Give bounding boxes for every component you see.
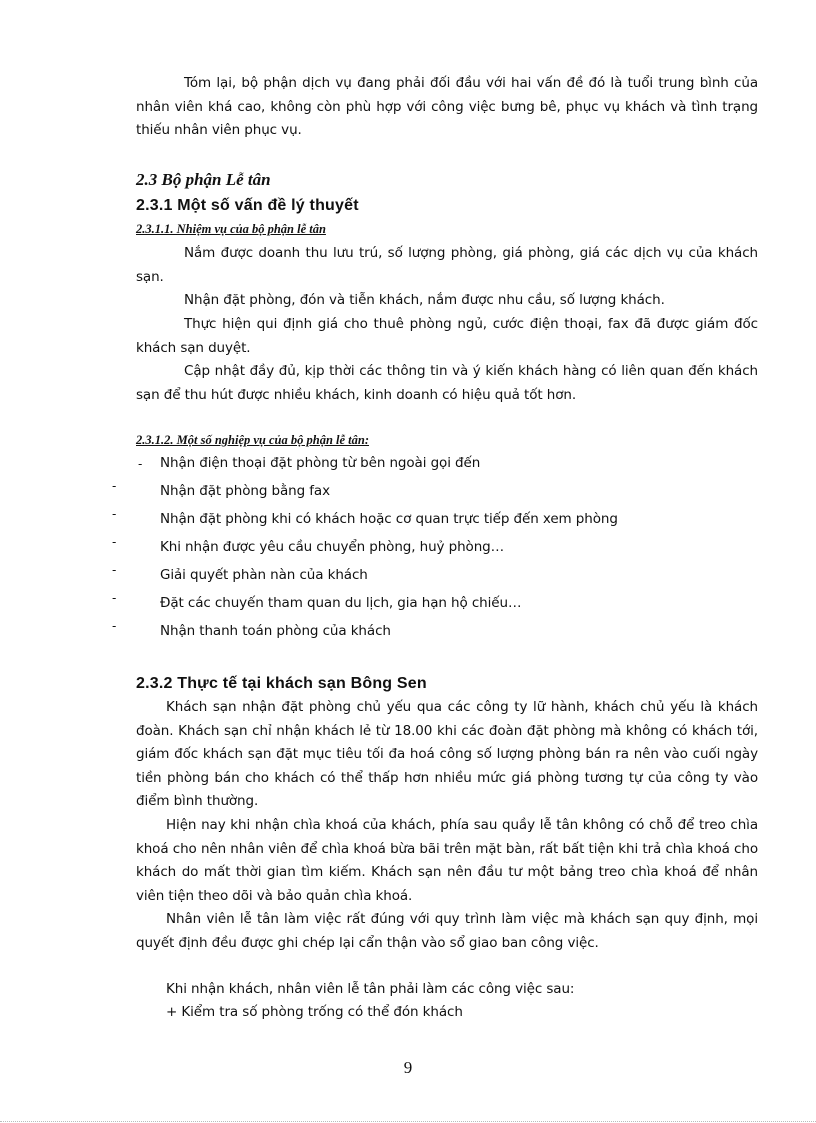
task-text: Khi nhận được yêu cầu chuyển phòng, huỷ phòng…	[160, 539, 505, 555]
task-list-item	[0, 455, 816, 479]
bullet-dash: -	[138, 457, 143, 471]
bullet-dash: -	[112, 507, 117, 521]
task-text: Giải quyết phàn nàn của khách	[160, 567, 368, 583]
subsection-1-heading: 2.3.1 Một số vấn đề lý thuyết	[136, 197, 359, 214]
task-list-item	[0, 479, 816, 507]
duty-paragraph: Nắm được doanh thu lưu trú, số lượng phòng, giá phòng, giá các dịch vụ của khách sạn.	[136, 245, 758, 285]
page-bottom-border	[0, 1121, 816, 1122]
task-text: Đặt các chuyến tham quan du lịch, gia hạn hộ chiếu…	[160, 595, 522, 611]
task-list-item	[0, 507, 816, 535]
duty-paragraph: Thực hiện qui định giá cho thuê phòng ngủ, cước điện thoại, fax đã được giám đốc khách sạn duyệt.	[136, 316, 758, 356]
task-text: Nhận đặt phòng khi có khách hoặc cơ quan trực tiếp đến xem phòng	[160, 511, 618, 527]
duty-paragraph: Nhận đặt phòng, đón và tiễn khách, nắm được nhu cầu, số lượng khách.	[184, 292, 665, 308]
task-text: Nhận đặt phòng bằng fax	[160, 483, 330, 499]
task-list-item	[0, 619, 816, 647]
subsection-1-1-heading: 2.3.1.1. Nhiệm vụ của bộ phận lễ tân	[136, 222, 326, 236]
task-text: Nhận điện thoại đặt phòng từ bên ngoài gọi đến	[160, 455, 481, 471]
subsection-1-2-heading: 2.3.1.2. Một số nghiệp vụ của bộ phận lễ tân:	[136, 433, 370, 447]
duty-paragraph: Cập nhật đầy đủ, kịp thời các thông tin và ý kiến khách hàng có liên quan đến khách sạn để thu hút được nhiều khách, kinh doanh có hiệu quả tốt hơn.	[136, 363, 758, 403]
checkin-intro: Khi nhận khách, nhân viên lễ tân phải làm các công việc sau:	[166, 981, 575, 997]
bullet-dash: -	[112, 619, 117, 633]
task-list-item	[0, 591, 816, 619]
practice-paragraph: Hiện nay khi nhận chìa khoá của khách, phía sau quầy lễ tân không có chỗ để treo chìa khoá cho nên nhân viên để chìa khoá bừa bãi trên mặt bàn, rất bất tiện khi trả chìa khoá cho khách do mất thời gian tìm kiếm. Khách sạn nên đầu tư một bảng treo chìa khoá để nhân viên tiện theo dõi và bảo quản chìa khoá.	[136, 817, 758, 904]
bullet-dash: -	[112, 479, 117, 493]
task-list-item	[0, 535, 816, 563]
bullet-dash: -	[112, 591, 117, 605]
checkin-item: + Kiểm tra số phòng trống có thể đón khách	[166, 1004, 463, 1020]
page-number: 9	[403, 1058, 413, 1077]
intro-paragraph: Tóm lại, bộ phận dịch vụ đang phải đối đầu với hai vấn đề đó là tuổi trung bình của nhân viên khá cao, không còn phù hợp với công việc bưng bê, phục vụ khách và tình trạng thiếu nhân viên phục vụ.	[136, 75, 758, 138]
bullet-dash: -	[112, 563, 117, 577]
task-text: Nhận thanh toán phòng của khách	[160, 623, 391, 639]
bullet-dash: -	[112, 535, 117, 549]
practice-paragraph: Khách sạn nhận đặt phòng chủ yếu qua các công ty lữ hành, khách chủ yếu là khách đoàn. Khách sạn chỉ nhận khách lẻ từ 18.00 khi các đoàn đặt phòng mà không có khách tới, giám đốc khách sạn đặt mục tiêu tối đa hoá công số lượng phòng bán ra nên vào cuối ngày tiền phòng bán cho khách có thể thấp hơn nhiều mức giá phòng tương tự của công ty vào điểm bình thường.	[136, 699, 758, 809]
task-list-item	[0, 563, 816, 591]
section-heading: 2.3 Bộ phận Lễ tân	[136, 170, 271, 189]
subsection-2-heading: 2.3.2 Thực tế tại khách sạn Bông Sen	[136, 675, 427, 692]
practice-paragraph: Nhân viên lễ tân làm việc rất đúng với quy trình làm việc mà khách sạn quy định, mọi quyết định đều được ghi chép lại cẩn thận vào sổ giao ban công việc.	[136, 911, 758, 951]
